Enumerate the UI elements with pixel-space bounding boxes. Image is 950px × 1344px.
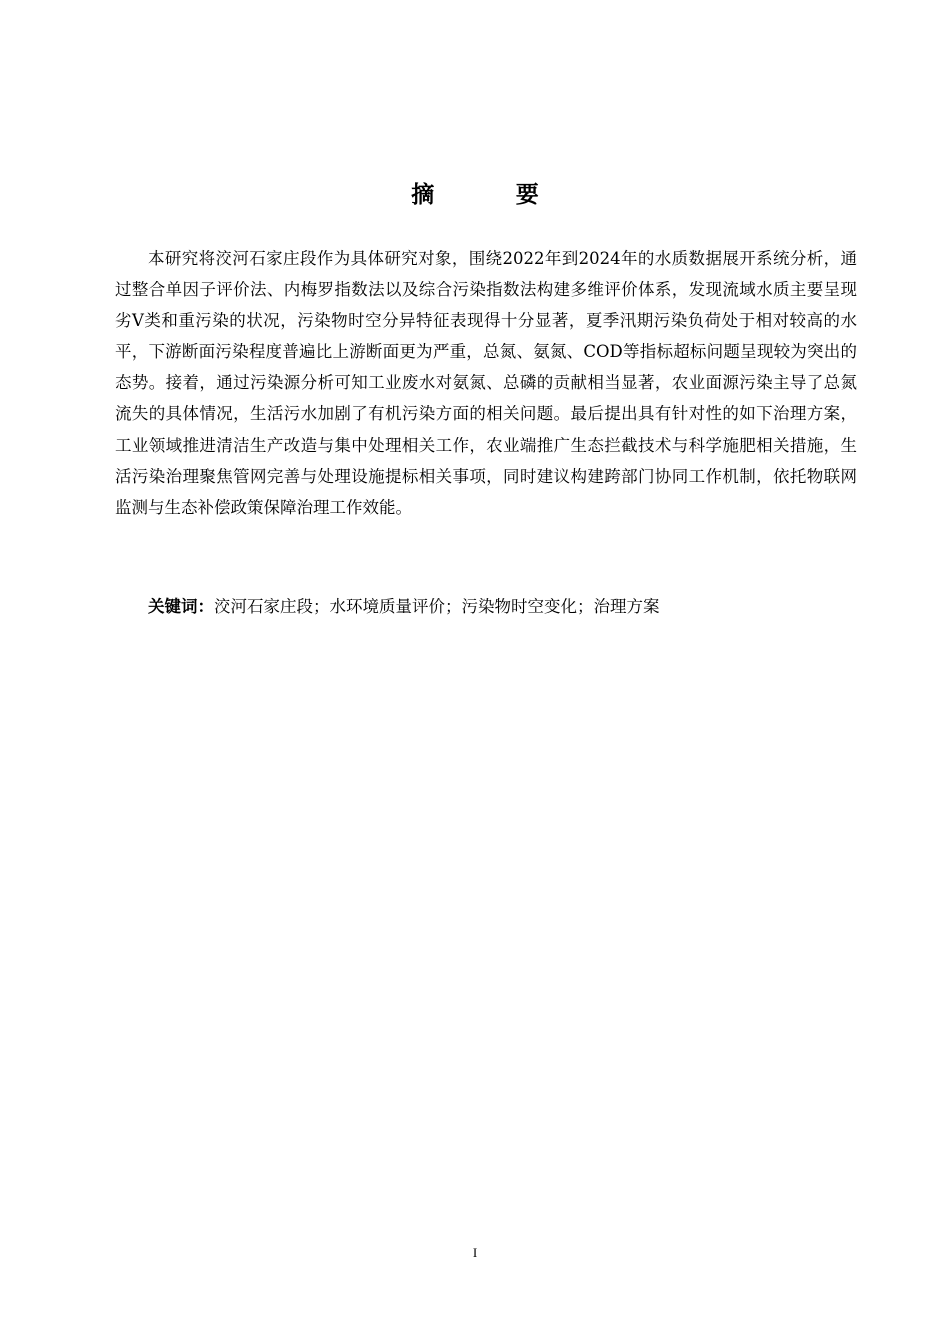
- page-number: I: [472, 1245, 478, 1260]
- abstract-title: 摘 要: [411, 182, 576, 208]
- keywords-line: [115, 591, 857, 622]
- keywords-text: 洨河石家庄段；水环境质量评价；污染物时空变化；治理方案: [214, 597, 660, 616]
- keywords-label: 关键词：: [148, 597, 214, 616]
- abstract-body: 本研究将洨河石家庄段作为具体研究对象，围绕2022年到2024年的水质数据展开系统分析，通过整合单因子评价法、内梅罗指数法以及综合污染指数法构建多维评价体系，发现流域水质主要呈现劣Ⅴ类和重污染的状况，污染物时空分异特征表现得十分显著，夏季汛期污染负荷处于相对较高的水平，下游断面污染程度普遍比上游断面更为严重，总氮、氨氮、COD等指标超标问题呈现较为突出的态势。接着，通过污染源分析可知工业废水对氨氮、总磷的贡献相当显著，农业面源污染主导了总氮流失的具体情况，生活污水加剧了有机污染方面的相关问题。最后提出具有针对性的如下治理方案，工业领域推进清洁生产改造与集中处理相关工作，农业端推广生态拦截技术与科学施肥相关措施，生活污染治理聚焦管网完善与处理设施提标相关事项，同时建议构建跨部门协同工作机制，依托物联网监测与生态补偿政策保障治理工作效能。: [115, 249, 857, 517]
